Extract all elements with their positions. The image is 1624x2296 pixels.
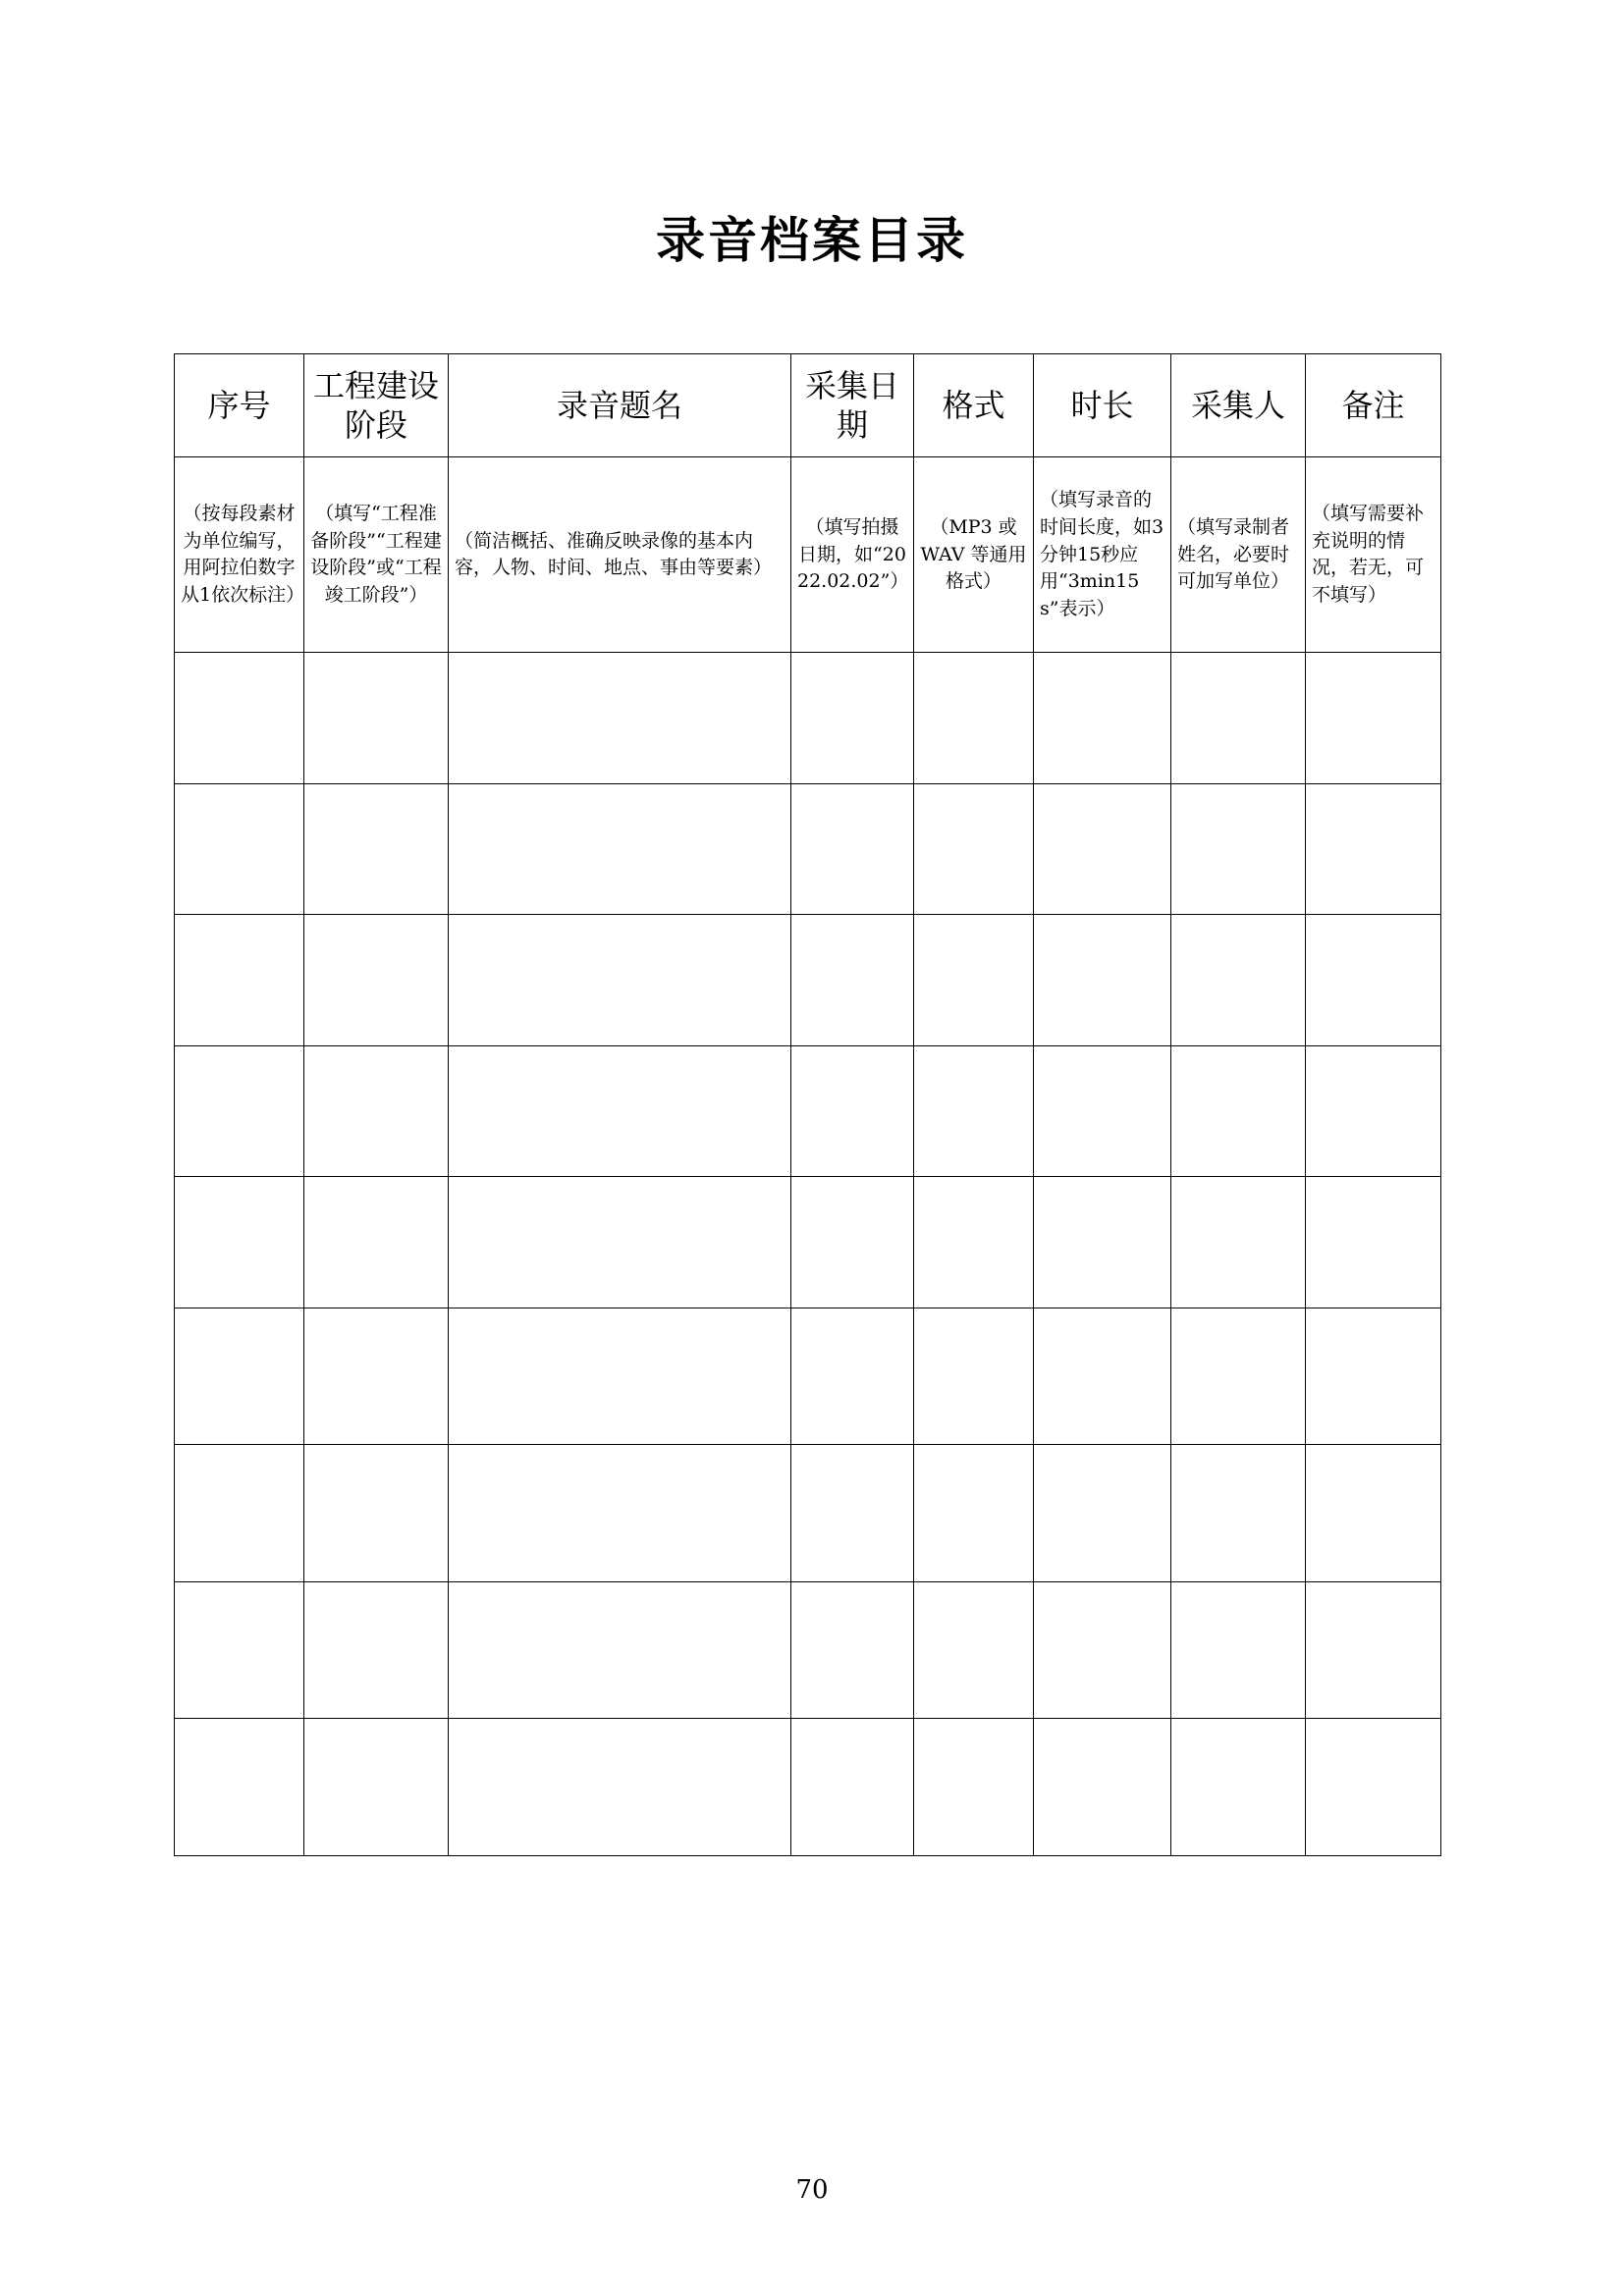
cell-duration[interactable] <box>1034 783 1171 915</box>
hint-title: （简洁概括、准确反映录像的基本内容，人物、时间、地点、事由等要素） <box>449 457 791 653</box>
cell-duration[interactable] <box>1034 1445 1171 1582</box>
cell-format[interactable] <box>914 1177 1034 1308</box>
cell-date[interactable] <box>791 1045 914 1177</box>
cell-format[interactable] <box>914 915 1034 1046</box>
cell-collector[interactable] <box>1171 1581 1306 1719</box>
table-row <box>175 1581 1441 1719</box>
cell-format[interactable] <box>914 1308 1034 1445</box>
cell-stage[interactable] <box>304 783 449 915</box>
document-title: 录音档案目录 <box>656 212 968 269</box>
table-row <box>175 1445 1441 1582</box>
cell-duration[interactable] <box>1034 915 1171 1046</box>
page-number: 70 <box>795 2175 829 2205</box>
hint-date: （填写拍摄日期，如“2022.02.02”） <box>791 457 914 653</box>
cell-title[interactable] <box>449 1045 791 1177</box>
table-row <box>175 1308 1441 1445</box>
cell-notes[interactable] <box>1306 653 1441 784</box>
cell-format[interactable] <box>914 783 1034 915</box>
cell-title[interactable] <box>449 915 791 1046</box>
header-date: 采集日期 <box>791 354 914 457</box>
cell-title[interactable] <box>449 1719 791 1856</box>
cell-serial[interactable] <box>175 1308 304 1445</box>
cell-serial[interactable] <box>175 915 304 1046</box>
cell-stage[interactable] <box>304 1581 449 1719</box>
cell-stage[interactable] <box>304 1719 449 1856</box>
cell-notes[interactable] <box>1306 1177 1441 1308</box>
cell-collector[interactable] <box>1171 1445 1306 1582</box>
header-serial: 序号 <box>175 354 304 457</box>
cell-title[interactable] <box>449 1445 791 1582</box>
cell-stage[interactable] <box>304 1445 449 1582</box>
cell-duration[interactable] <box>1034 1308 1171 1445</box>
cell-collector[interactable] <box>1171 1719 1306 1856</box>
cell-collector[interactable] <box>1171 1045 1306 1177</box>
cell-format[interactable] <box>914 1719 1034 1856</box>
audio-archive-catalog-table <box>174 353 1441 1856</box>
cell-duration[interactable] <box>1034 1045 1171 1177</box>
cell-duration[interactable] <box>1034 1719 1171 1856</box>
cell-title[interactable] <box>449 1581 791 1719</box>
cell-duration[interactable] <box>1034 653 1171 784</box>
cell-stage[interactable] <box>304 1045 449 1177</box>
cell-date[interactable] <box>791 915 914 1046</box>
cell-duration[interactable] <box>1034 1581 1171 1719</box>
instruction-row <box>175 457 1441 653</box>
cell-date[interactable] <box>791 1308 914 1445</box>
cell-title[interactable] <box>449 653 791 784</box>
cell-serial[interactable] <box>175 653 304 784</box>
header-row <box>175 354 1441 457</box>
hint-notes: （填写需要补充说明的情况，若无，可不填写） <box>1306 457 1441 653</box>
cell-date[interactable] <box>791 783 914 915</box>
table-row <box>175 1719 1441 1856</box>
cell-notes[interactable] <box>1306 1045 1441 1177</box>
cell-format[interactable] <box>914 1445 1034 1582</box>
cell-format[interactable] <box>914 1581 1034 1719</box>
cell-title[interactable] <box>449 1177 791 1308</box>
hint-collector: （填写录制者姓名，必要时可加写单位） <box>1171 457 1306 653</box>
hint-duration: （填写录音的时间长度，如3分钟15秒应用“3min15s”表示） <box>1034 457 1171 653</box>
header-collector: 采集人 <box>1171 354 1306 457</box>
cell-stage[interactable] <box>304 1308 449 1445</box>
cell-date[interactable] <box>791 1719 914 1856</box>
cell-format[interactable] <box>914 653 1034 784</box>
table-row <box>175 783 1441 915</box>
cell-notes[interactable] <box>1306 915 1441 1046</box>
cell-notes[interactable] <box>1306 1445 1441 1582</box>
table-row <box>175 653 1441 784</box>
cell-notes[interactable] <box>1306 783 1441 915</box>
cell-title[interactable] <box>449 1308 791 1445</box>
cell-date[interactable] <box>791 1177 914 1308</box>
header-notes: 备注 <box>1306 354 1441 457</box>
hint-stage: （填写“工程准备阶段”“工程建设阶段”或“工程竣工阶段”） <box>304 457 449 653</box>
cell-collector[interactable] <box>1171 1177 1306 1308</box>
cell-collector[interactable] <box>1171 915 1306 1046</box>
cell-collector[interactable] <box>1171 1308 1306 1445</box>
table-row <box>175 1177 1441 1308</box>
cell-title[interactable] <box>449 783 791 915</box>
cell-serial[interactable] <box>175 1719 304 1856</box>
cell-collector[interactable] <box>1171 783 1306 915</box>
header-format: 格式 <box>914 354 1034 457</box>
cell-notes[interactable] <box>1306 1581 1441 1719</box>
cell-date[interactable] <box>791 1445 914 1582</box>
table-row <box>175 915 1441 1046</box>
cell-serial[interactable] <box>175 1581 304 1719</box>
cell-stage[interactable] <box>304 915 449 1046</box>
header-title: 录音题名 <box>449 354 791 457</box>
cell-stage[interactable] <box>304 653 449 784</box>
cell-date[interactable] <box>791 1581 914 1719</box>
hint-serial: （按每段素材为单位编写，用阿拉伯数字从1依次标注） <box>175 457 304 653</box>
cell-serial[interactable] <box>175 783 304 915</box>
cell-collector[interactable] <box>1171 653 1306 784</box>
cell-serial[interactable] <box>175 1445 304 1582</box>
header-stage: 工程建设阶段 <box>304 354 449 457</box>
hint-format: （MP3 或 WAV 等通用格式） <box>914 457 1034 653</box>
cell-serial[interactable] <box>175 1177 304 1308</box>
cell-serial[interactable] <box>175 1045 304 1177</box>
cell-format[interactable] <box>914 1045 1034 1177</box>
cell-notes[interactable] <box>1306 1308 1441 1445</box>
cell-date[interactable] <box>791 653 914 784</box>
cell-duration[interactable] <box>1034 1177 1171 1308</box>
cell-stage[interactable] <box>304 1177 449 1308</box>
table-row <box>175 1045 1441 1177</box>
header-duration: 时长 <box>1034 354 1171 457</box>
cell-notes[interactable] <box>1306 1719 1441 1856</box>
